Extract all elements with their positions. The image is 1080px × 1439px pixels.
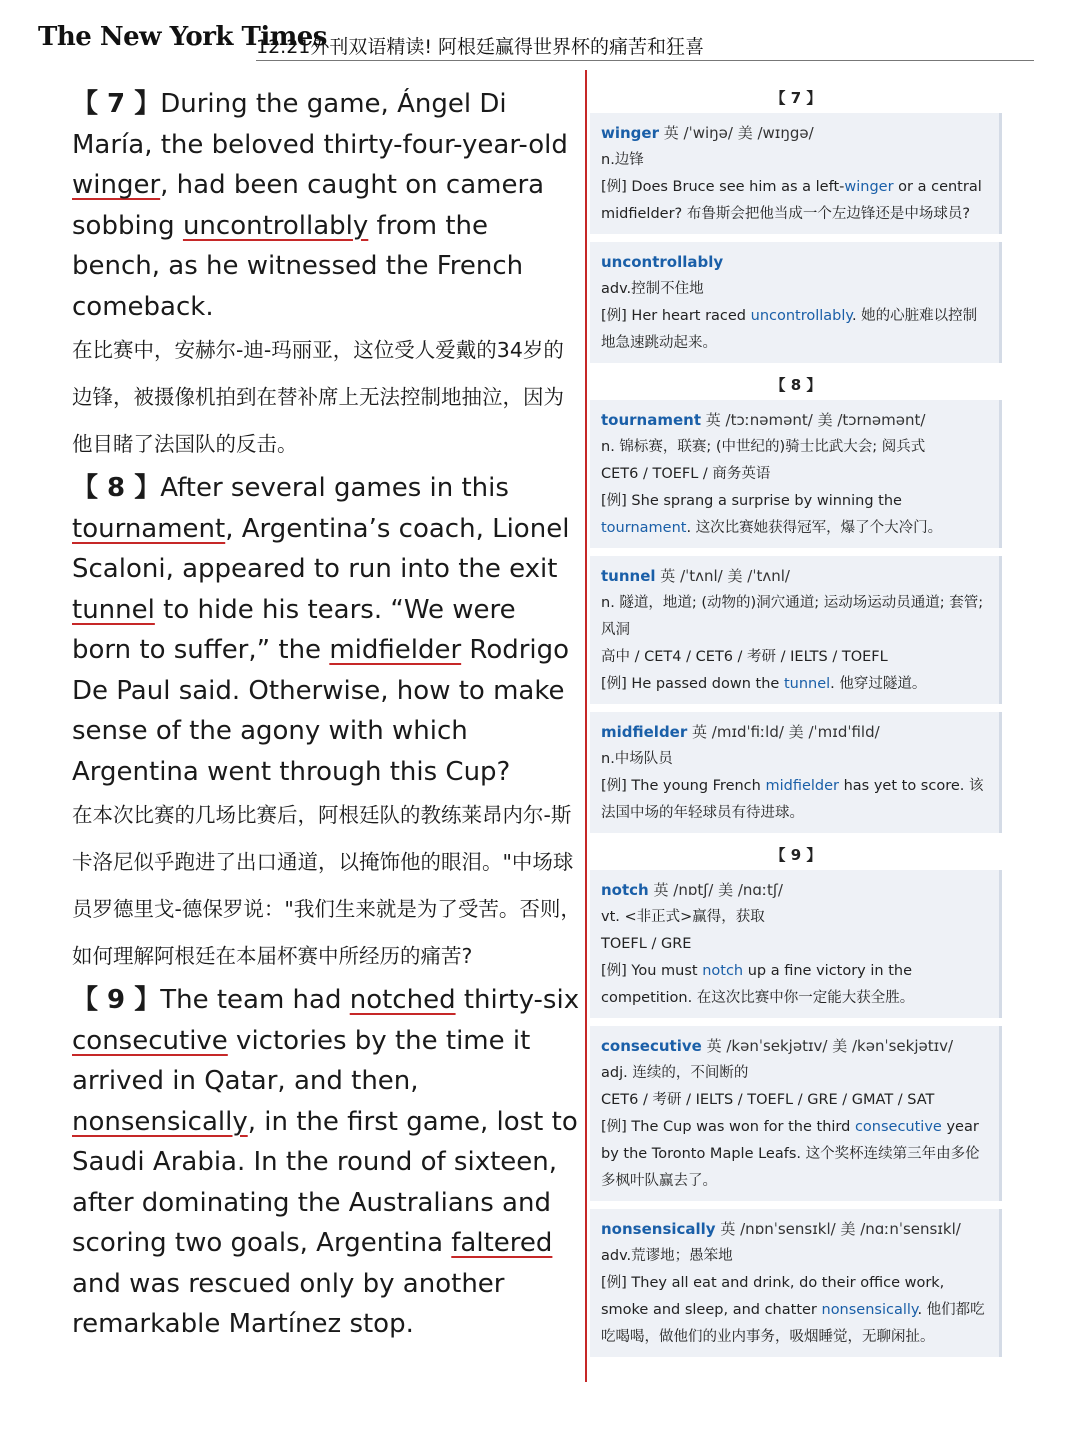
example-highlight: uncontrollably [750, 308, 852, 324]
vocab-tunnel: tunnel [72, 594, 155, 625]
column-divider [585, 70, 587, 1382]
definition: n.中场队员 [601, 751, 673, 767]
vocab-card-midfielder [590, 712, 1002, 833]
vocab-word: midfielder [601, 723, 688, 741]
example-text: [例] She sprang a surprise by winning the [601, 493, 902, 509]
paragraph-marker: 【 8 】 [72, 473, 161, 503]
vocab-tournament: tournament [72, 513, 226, 544]
text-run: victories by the time it arrived in Qatar, and then, [72, 1025, 531, 1096]
paragraph-marker: 【 9 】 [72, 985, 161, 1015]
text-run: During the game, Ángel Di María, the beloved thirty-four-year-old [72, 89, 568, 160]
vocab-midfielder: midfielder [329, 635, 462, 665]
page-title: 12.21外刊双语精读! 阿根廷赢得世界杯的痛苦和狂喜 [256, 36, 705, 58]
text-run: , in the first game, lost to Saudi Arabia. In the round of sixteen, after dominating the Australians and scoring two goals, Argentina [72, 1106, 578, 1258]
vocab-card-header [601, 1032, 991, 1060]
vocab-nonsensically: nonsensically [72, 1106, 248, 1137]
paragraph-7-chinese: 在比赛中，安赫尔-迪-玛丽亚，这位受人爱戴的34岁的边锋，被摄像机拍到在替补席上无法控制地抽泣，因为他目睹了法国队的反击。 [72, 338, 564, 456]
vocab-card-header [601, 119, 991, 147]
exam-tags: 高中 / CET4 / CET6 / 考研 / IELTS / TOEFL [601, 649, 888, 665]
paragraph-marker: 【 7 】 [72, 89, 161, 119]
vocab-notched: notched [349, 985, 456, 1015]
vocab-card-notch [590, 870, 1002, 1018]
example-highlight: tunnel [783, 676, 831, 692]
example-highlight: consecutive [854, 1119, 942, 1135]
vocab-column [590, 84, 1002, 1365]
exam-tags: CET6 / TOEFL / 商务英语 [601, 466, 771, 482]
text-run: to hide his tears. “We were born to suffer,” the [72, 594, 516, 665]
example-highlight: notch [702, 963, 744, 979]
definition: adv.控制不住地 [601, 281, 704, 297]
example-text: . 他们都吃吃喝喝，做他们的业内事务，吸烟睡觉，无聊闲扯。 [601, 1302, 985, 1345]
example-text: . 这次比赛她获得冠军，爆了个大冷门。 [686, 520, 943, 536]
vocab-word: uncontrollably [601, 253, 724, 271]
vocab-card-winger [590, 113, 1002, 234]
example-text: [例] The young French [601, 778, 766, 794]
example [601, 1114, 991, 1195]
vocab-faltered: faltered [451, 1228, 553, 1258]
vocab-word: winger [601, 124, 659, 142]
definition: n.边锋 [601, 152, 644, 168]
example-text: . 他穿过隧道。 [830, 676, 927, 692]
vocab-card-header [601, 406, 991, 434]
definition: adj. 连续的，不间断的 [601, 1065, 749, 1081]
phonetic: 英 /mɪdˈfiːld/ 美 /ˈmɪdˈfild/ [687, 723, 880, 741]
example-text: [例] You must [601, 963, 703, 979]
vocab-card-nonsensically [590, 1209, 1002, 1357]
example-text: up a fine victory in the competition. 在这次比赛中你一定能大获全胜。 [601, 963, 915, 1006]
vocab-card-header [601, 1215, 991, 1243]
phonetic: 英 /nɒnˈsensɪkl/ 美 /nɑːnˈsensɪkl/ [715, 1220, 961, 1238]
vocab-word: tunnel [601, 567, 656, 585]
masthead-logo: The New York Times [38, 22, 327, 52]
example-highlight: winger [844, 179, 894, 195]
text-run: , had been caught on camera sobbing [72, 170, 545, 241]
text-run: After several games in this [160, 473, 509, 503]
text-run: and was rescued only by another remarkable Martínez stop. [72, 1268, 505, 1339]
vocab-word: consecutive [601, 1037, 702, 1055]
example [601, 773, 991, 827]
example-text: . 她的心脏难以控制地急速跳动起来。 [601, 308, 978, 351]
paragraph-8-chinese: 在本次比赛的几场比赛后，阿根廷队的教练莱昂内尔-斯卡洛尼似乎跑进了出口通道，以掩饰他的眼泪。"中场球员罗德里戈-德保罗说："我们生来就是为了受苦。否则，如何理解阿根廷在本届杯赛中所经历的痛苦? [72, 803, 581, 968]
vocab-winger: winger [72, 170, 161, 200]
example-text: [例] He passed down the [601, 676, 784, 692]
text-run: The team had [160, 985, 350, 1015]
vocab-consecutive: consecutive [72, 1025, 228, 1056]
vocab-card-tunnel [590, 556, 1002, 704]
page-header [38, 22, 998, 62]
vocab-word: tournament [601, 411, 702, 429]
section-label-7: 【 7 】 [770, 89, 822, 107]
vocab-card-header [601, 876, 991, 904]
example-text: or a central midfielder? 布鲁斯会把他当成一个左边锋还是中场球员? [601, 179, 982, 222]
example-text: [例] They all eat and drink, do their office work, smoke and sleep, and chatter [601, 1275, 945, 1318]
phonetic: 英 /ˈwiŋə/ 美 /wɪŋgə/ [659, 124, 814, 142]
vocab-card-consecutive [590, 1026, 1002, 1201]
article-column [72, 84, 582, 1345]
example-highlight: midfielder [765, 778, 839, 794]
text-run: from the bench, as he witnessed the French comeback. [72, 210, 524, 322]
paragraph-9-english [72, 980, 582, 1345]
example-text: [例] Her heart raced [601, 308, 751, 324]
example-text: [例] The Cup was won for the third [601, 1119, 855, 1135]
vocab-card-header [601, 248, 991, 276]
vocab-word: notch [601, 881, 649, 899]
definition: n. 隧道，地道; (动物的)洞穴通道; 运动场运动员通道; 套管; 风洞 [601, 595, 984, 638]
phonetic: 英 /tɔːnəmənt/ 美 /tɔrnəmənt/ [701, 411, 926, 429]
vocab-card-uncontrollably [590, 242, 1002, 363]
exam-tags: CET6 / 考研 / IELTS / TOEFL / GRE / GMAT / SAT [601, 1092, 935, 1108]
example-text: [例] Does Bruce see him as a left- [601, 179, 845, 195]
example [601, 488, 991, 542]
header-divider [256, 60, 1034, 61]
definition: n. 锦标赛，联赛; (中世纪的)骑士比武大会; 阅兵式 [601, 439, 926, 455]
example [601, 958, 991, 1012]
text-run: Rodrigo De Paul said. Otherwise, how to make sense of the agony with which Argentina went through this Cup? [72, 635, 570, 787]
paragraph-7 [72, 84, 582, 468]
phonetic: 英 /kənˈsekjətɪv/ 美 /kənˈsekjətɪv/ [701, 1037, 954, 1055]
vocab-card-header [601, 718, 991, 746]
text-run: thirty-six [455, 985, 580, 1015]
vocab-card-header [601, 562, 991, 590]
vocab-card-tournament [590, 400, 1002, 548]
phonetic: 英 /nɒtʃ/ 美 /nɑːtʃ/ [648, 881, 783, 899]
phonetic: 英 /ˈtʌnl/ 美 /ˈtʌnl/ [655, 567, 790, 585]
example-highlight: tournament [601, 520, 687, 536]
section-label-8: 【 8 】 [770, 376, 822, 394]
example [601, 174, 991, 228]
exam-tags: TOEFL / GRE [601, 936, 692, 952]
paragraph-8 [72, 468, 582, 980]
example-highlight: nonsensically [821, 1302, 918, 1318]
example [601, 671, 991, 698]
text-run: , Argentina’s coach, Lionel Scaloni, appeared to run into the exit [72, 513, 570, 584]
section-label-9: 【 9 】 [770, 846, 822, 864]
example-text: year by the Toronto Maple Leafs. 这个奖杯连续第三年由多伦多枫叶队赢去了。 [601, 1119, 980, 1189]
definition: vt. <非正式>赢得，获取 [601, 909, 765, 925]
example [601, 303, 991, 357]
paragraph-8-english [72, 468, 582, 792]
definition: adv.荒谬地；愚笨地 [601, 1248, 733, 1264]
paragraph-9 [72, 980, 582, 1345]
paragraph-7-english [72, 84, 582, 327]
vocab-uncontrollably: uncontrollably [182, 210, 369, 241]
example-text: has yet to score. 该法国中场的年轻球员有待进球。 [601, 778, 984, 821]
vocab-word: nonsensically [601, 1220, 716, 1238]
example [601, 1270, 991, 1351]
